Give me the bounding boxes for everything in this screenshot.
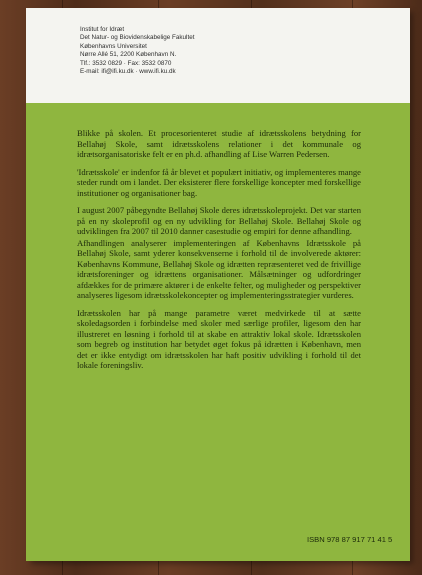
isbn-number: ISBN 978 87 917 71 41 5 [307,535,393,544]
description-paragraph: Blikke på skolen. Et procesorienteret studie af idrætsskolens betydning for Bellahøj Skole, samt idrætsskolens relationer i det kommunale og idrætsorganisatoriske felt er en ph.d. afhandling af Lise Warren Pedersen. [77,128,361,159]
publisher-panel [26,8,410,103]
book-back-cover [26,8,410,561]
cover-description [77,128,361,378]
address-line: E-mail: ifi@ifi.ku.dk · www.ifi.ku.dk [80,68,176,76]
address-line: Institut for Idræt [80,26,125,33]
description-paragraph: Afhandlingen analyserer implementeringen af Københavns Idrætsskole på Bellahøj Skole, samt yderer konsekvenserne i forhold til de involverede aktører: Københavns Kommune, Bellahøj Skole og idrætten repræsenteret ved de frivillige idrætsforeninger og idrættens organisationer. Målsætninger og udfordringer afdækkes for de primære aktører i de enkelte felter, og muligheder og perspektiver analyseres ligesom idrætsskolekoncepter og implementeringsstrategier vurderes. [77,237,361,300]
publisher-address [80,26,194,76]
address-line: Det Natur- og Biovidenskabelige Fakultet [80,34,195,42]
description-paragraph: Idrætsskolen har på mange parametre været medvirkede til at sætte skoledagsorden i forbindelse med skoler med særlige profiler, ligesom den har illustreret en løsning i forhold til at skabe en attraktiv lokal skole. Idrætsskolen som begreb og institution har betydet øget fokus på idrætten i København, men det er ikke entydigt om idrætsskolen har haft positiv udvikling i forhold til det lokale foreningsliv. [77,307,361,370]
address-line: Tlf.: 3532 0829 · Fax: 3532 0870 [80,59,172,67]
description-paragraph: 'Idrætsskole' er indenfor få år blevet et populært initiativ, og implementeres mange steder rundt om i landet. Der eksisterer flere forskellige koncepter med forskellige institutioner og organisationer bag. [77,166,361,198]
description-paragraph: I august 2007 påbegyndte Bellahøj Skole deres idrætsskoleprojekt. Det var starten på en ny skoleprofil og en ny udvikling for Bellahøj Skole. Bellahøj Skole og udviklingen fra 2007 til 2010 danner casestudie og empiri for denne afhandling. [77,205,361,236]
address-line: Københavns Universitet [80,42,147,50]
address-line: Nørre Allé 51, 2200 København N. [80,51,177,59]
